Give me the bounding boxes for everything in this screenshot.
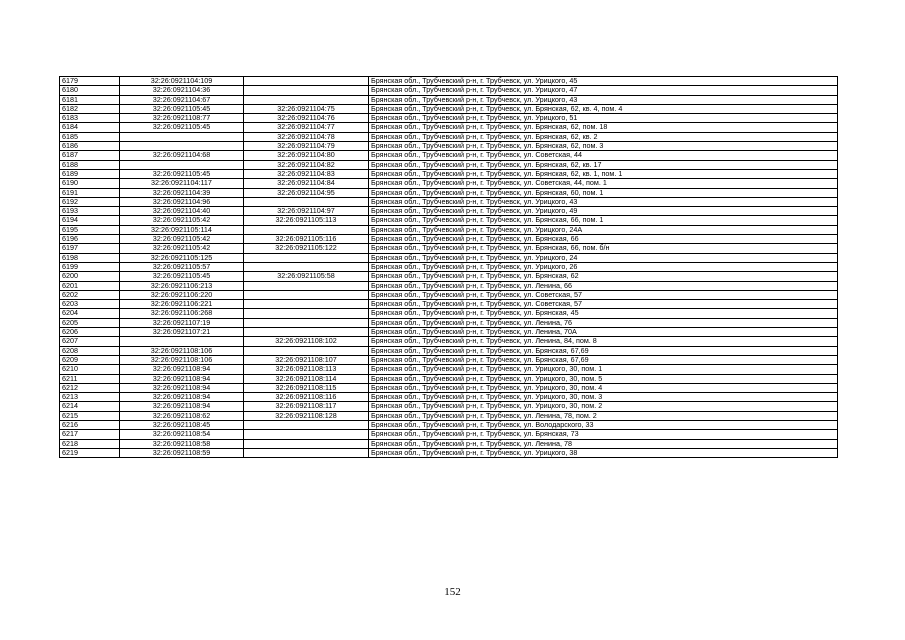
table-row	[60, 235, 838, 244]
cadastral-number-cell	[120, 132, 244, 141]
address-cell: Брянская обл., Трубчевский р-н, г. Трубчевск, ул. Урицкого, 30, пом. 5	[369, 374, 838, 383]
address-cell: Брянская обл., Трубчевский р-н, г. Трубчевск, ул. Ленина, 78	[369, 439, 838, 448]
table-row	[60, 290, 838, 299]
related-cadastral-number-cell	[244, 309, 369, 318]
table-row	[60, 383, 838, 392]
table-row	[60, 114, 838, 123]
row-number-cell: 6179	[60, 77, 120, 86]
cadastral-number-cell: 32:26:0921108:77	[120, 114, 244, 123]
cadastral-number-cell: 32:26:0921108:94	[120, 402, 244, 411]
row-number-cell: 6182	[60, 104, 120, 113]
address-cell: Брянская обл., Трубчевский р-н, г. Трубчевск, ул. Урицкого, 26	[369, 262, 838, 271]
address-cell: Брянская обл., Трубчевский р-н, г. Трубчевск, ул. Ленина, 78, пом. 2	[369, 411, 838, 420]
row-number-cell: 6207	[60, 337, 120, 346]
row-number-cell: 6196	[60, 235, 120, 244]
table-row	[60, 197, 838, 206]
cadastral-number-cell: 32:26:0921104:67	[120, 95, 244, 104]
cadastral-number-cell	[120, 142, 244, 151]
related-cadastral-number-cell: 32:26:0921104:97	[244, 207, 369, 216]
table-row	[60, 365, 838, 374]
related-cadastral-number-cell	[244, 253, 369, 262]
table-row	[60, 439, 838, 448]
related-cadastral-number-cell: 32:26:0921105:113	[244, 216, 369, 225]
address-cell: Брянская обл., Трубчевский р-н, г. Трубчевск, ул. Урицкого, 30, пом. 2	[369, 402, 838, 411]
address-cell: Брянская обл., Трубчевский р-н, г. Трубчевск, ул. Урицкого, 43	[369, 95, 838, 104]
address-cell: Брянская обл., Трубчевский р-н, г. Трубчевск, ул. Советская, 57	[369, 300, 838, 309]
table-row	[60, 151, 838, 160]
table-row	[60, 420, 838, 429]
related-cadastral-number-cell: 32:26:0921108:102	[244, 337, 369, 346]
related-cadastral-number-cell: 32:26:0921108:107	[244, 355, 369, 364]
related-cadastral-number-cell: 32:26:0921104:78	[244, 132, 369, 141]
row-number-cell: 6181	[60, 95, 120, 104]
row-number-cell: 6218	[60, 439, 120, 448]
row-number-cell: 6203	[60, 300, 120, 309]
related-cadastral-number-cell: 32:26:0921104:80	[244, 151, 369, 160]
cadastral-number-cell: 32:26:0921108:58	[120, 439, 244, 448]
related-cadastral-number-cell	[244, 346, 369, 355]
address-cell: Брянская обл., Трубчевский р-н, г. Трубчевск, ул. Урицкого, 49	[369, 207, 838, 216]
address-cell: Брянская обл., Трубчевский р-н, г. Трубчевск, ул. Урицкого, 51	[369, 114, 838, 123]
address-cell: Брянская обл., Трубчевский р-н, г. Трубчевск, ул. Брянская, 62, кв. 17	[369, 160, 838, 169]
address-cell: Брянская обл., Трубчевский р-н, г. Трубчевск, ул. Советская, 44, пом. 1	[369, 179, 838, 188]
row-number-cell: 6210	[60, 365, 120, 374]
row-number-cell: 6199	[60, 262, 120, 271]
address-cell: Брянская обл., Трубчевский р-н, г. Трубчевск, ул. Брянская, 62, кв. 2	[369, 132, 838, 141]
related-cadastral-number-cell: 32:26:0921108:115	[244, 383, 369, 392]
address-cell: Брянская обл., Трубчевский р-н, г. Трубчевск, ул. Брянская, 66, пом. 1	[369, 216, 838, 225]
address-cell: Брянская обл., Трубчевский р-н, г. Трубчевск, ул. Урицкого, 24А	[369, 225, 838, 234]
address-cell: Брянская обл., Трубчевский р-н, г. Трубчевск, ул. Брянская, 45	[369, 309, 838, 318]
address-cell: Брянская обл., Трубчевский р-н, г. Трубчевск, ул. Брянская, 73	[369, 430, 838, 439]
cadastral-number-cell	[120, 160, 244, 169]
related-cadastral-number-cell	[244, 290, 369, 299]
address-cell: Брянская обл., Трубчевский р-н, г. Трубчевск, ул. Урицкого, 45	[369, 77, 838, 86]
row-number-cell: 6208	[60, 346, 120, 355]
cadastral-number-cell: 32:26:0921105:42	[120, 235, 244, 244]
cadastral-number-cell: 32:26:0921104:96	[120, 197, 244, 206]
row-number-cell: 6215	[60, 411, 120, 420]
row-number-cell: 6217	[60, 430, 120, 439]
address-cell: Брянская обл., Трубчевский р-н, г. Трубчевск, ул. Ленина, 84, пом. 8	[369, 337, 838, 346]
related-cadastral-number-cell	[244, 95, 369, 104]
row-number-cell: 6197	[60, 244, 120, 253]
row-number-cell: 6191	[60, 188, 120, 197]
table-row	[60, 346, 838, 355]
table-row	[60, 104, 838, 113]
cadastral-number-cell: 32:26:0921106:221	[120, 300, 244, 309]
table-row	[60, 132, 838, 141]
cadastral-number-cell: 32:26:0921104:68	[120, 151, 244, 160]
cadastral-number-cell: 32:26:0921108:45	[120, 420, 244, 429]
address-cell: Брянская обл., Трубчевский р-н, г. Трубчевск, ул. Ленина, 66	[369, 281, 838, 290]
row-number-cell: 6186	[60, 142, 120, 151]
row-number-cell: 6189	[60, 169, 120, 178]
address-cell: Брянская обл., Трубчевский р-н, г. Трубчевск, ул. Ленина, 76	[369, 318, 838, 327]
address-cell: Брянская обл., Трубчевский р-н, г. Трубчевск, ул. Советская, 57	[369, 290, 838, 299]
table-row	[60, 216, 838, 225]
related-cadastral-number-cell: 32:26:0921104:84	[244, 179, 369, 188]
address-cell: Брянская обл., Трубчевский р-н, г. Трубчевск, ул. Советская, 44	[369, 151, 838, 160]
table-row	[60, 123, 838, 132]
page-number: 152	[444, 586, 461, 598]
row-number-cell: 6216	[60, 420, 120, 429]
cadastral-number-cell: 32:26:0921105:114	[120, 225, 244, 234]
table-row	[60, 253, 838, 262]
related-cadastral-number-cell: 32:26:0921104:79	[244, 142, 369, 151]
row-number-cell: 6190	[60, 179, 120, 188]
cadastral-number-cell	[120, 337, 244, 346]
row-number-cell: 6209	[60, 355, 120, 364]
table-row	[60, 179, 838, 188]
related-cadastral-number-cell	[244, 197, 369, 206]
row-number-cell: 6200	[60, 272, 120, 281]
address-cell: Брянская обл., Трубчевский р-н, г. Трубчевск, ул. Брянская, 62, пом. 18	[369, 123, 838, 132]
related-cadastral-number-cell: 32:26:0921105:116	[244, 235, 369, 244]
address-cell: Брянская обл., Трубчевский р-н, г. Трубчевск, ул. Брянская, 67,69	[369, 346, 838, 355]
cadastral-number-cell: 32:26:0921107:19	[120, 318, 244, 327]
cadastral-number-cell: 32:26:0921104:36	[120, 86, 244, 95]
address-cell: Брянская обл., Трубчевский р-н, г. Трубчевск, ул. Брянская, 67,69	[369, 355, 838, 364]
related-cadastral-number-cell	[244, 430, 369, 439]
table-row	[60, 262, 838, 271]
row-number-cell: 6201	[60, 281, 120, 290]
related-cadastral-number-cell	[244, 281, 369, 290]
table-row	[60, 95, 838, 104]
address-cell: Брянская обл., Трубчевский р-н, г. Трубчевск, ул. Урицкого, 47	[369, 86, 838, 95]
table-row	[60, 393, 838, 402]
table-row	[60, 160, 838, 169]
cadastral-number-cell: 32:26:0921105:42	[120, 244, 244, 253]
row-number-cell: 6195	[60, 225, 120, 234]
related-cadastral-number-cell	[244, 328, 369, 337]
cadastral-number-cell: 32:26:0921108:62	[120, 411, 244, 420]
related-cadastral-number-cell: 32:26:0921104:95	[244, 188, 369, 197]
row-number-cell: 6184	[60, 123, 120, 132]
address-cell: Брянская обл., Трубчевский р-н, г. Трубчевск, ул. Урицкого, 38	[369, 448, 838, 457]
related-cadastral-number-cell: 32:26:0921104:76	[244, 114, 369, 123]
related-cadastral-number-cell: 32:26:0921108:114	[244, 374, 369, 383]
related-cadastral-number-cell	[244, 262, 369, 271]
address-cell: Брянская обл., Трубчевский р-н, г. Трубчевск, ул. Володарского, 33	[369, 420, 838, 429]
cadastral-number-cell: 32:26:0921105:125	[120, 253, 244, 262]
cadastral-number-cell: 32:26:0921108:94	[120, 365, 244, 374]
registry-table-body	[60, 77, 838, 458]
cadastral-number-cell: 32:26:0921107:21	[120, 328, 244, 337]
row-number-cell: 6188	[60, 160, 120, 169]
address-cell: Брянская обл., Трубчевский р-н, г. Трубчевск, ул. Брянская, 62, кв. 1, пом. 1	[369, 169, 838, 178]
address-cell: Брянская обл., Трубчевский р-н, г. Трубчевск, ул. Брянская, 62, кв. 4, пом. 4	[369, 104, 838, 113]
cadastral-number-cell: 32:26:0921108:94	[120, 393, 244, 402]
row-number-cell: 6211	[60, 374, 120, 383]
table-row	[60, 337, 838, 346]
table-row	[60, 430, 838, 439]
related-cadastral-number-cell	[244, 225, 369, 234]
row-number-cell: 6198	[60, 253, 120, 262]
row-number-cell: 6206	[60, 328, 120, 337]
cadastral-number-cell: 32:26:0921104:109	[120, 77, 244, 86]
related-cadastral-number-cell: 32:26:0921104:75	[244, 104, 369, 113]
cadastral-number-cell: 32:26:0921104:40	[120, 207, 244, 216]
table-row	[60, 309, 838, 318]
cadastral-number-cell: 32:26:0921108:94	[120, 374, 244, 383]
related-cadastral-number-cell: 32:26:0921108:113	[244, 365, 369, 374]
cadastral-number-cell: 32:26:0921104:117	[120, 179, 244, 188]
address-cell: Брянская обл., Трубчевский р-н, г. Трубчевск, ул. Урицкого, 30, пом. 4	[369, 383, 838, 392]
related-cadastral-number-cell	[244, 86, 369, 95]
cadastral-number-cell: 32:26:0921108:106	[120, 355, 244, 364]
related-cadastral-number-cell	[244, 439, 369, 448]
table-row	[60, 225, 838, 234]
table-row	[60, 374, 838, 383]
row-number-cell: 6204	[60, 309, 120, 318]
row-number-cell: 6213	[60, 393, 120, 402]
address-cell: Брянская обл., Трубчевский р-н, г. Трубчевск, ул. Брянская, 66	[369, 235, 838, 244]
row-number-cell: 6214	[60, 402, 120, 411]
table-row	[60, 188, 838, 197]
cadastral-number-cell: 32:26:0921106:268	[120, 309, 244, 318]
cadastral-number-cell: 32:26:0921105:45	[120, 123, 244, 132]
address-cell: Брянская обл., Трубчевский р-н, г. Трубчевск, ул. Ленина, 70А	[369, 328, 838, 337]
cadastral-number-cell: 32:26:0921106:213	[120, 281, 244, 290]
row-number-cell: 6212	[60, 383, 120, 392]
table-row	[60, 402, 838, 411]
cadastral-number-cell: 32:26:0921106:220	[120, 290, 244, 299]
cadastral-number-cell: 32:26:0921108:59	[120, 448, 244, 457]
related-cadastral-number-cell: 32:26:0921108:116	[244, 393, 369, 402]
cadastral-number-cell: 32:26:0921105:45	[120, 272, 244, 281]
table-row	[60, 328, 838, 337]
address-cell: Брянская обл., Трубчевский р-н, г. Трубчевск, ул. Брянская, 66, пом. б/н	[369, 244, 838, 253]
related-cadastral-number-cell	[244, 318, 369, 327]
row-number-cell: 6185	[60, 132, 120, 141]
related-cadastral-number-cell: 32:26:0921108:117	[244, 402, 369, 411]
table-row	[60, 411, 838, 420]
row-number-cell: 6187	[60, 151, 120, 160]
related-cadastral-number-cell: 32:26:0921105:58	[244, 272, 369, 281]
related-cadastral-number-cell	[244, 420, 369, 429]
table-row	[60, 272, 838, 281]
related-cadastral-number-cell	[244, 77, 369, 86]
related-cadastral-number-cell: 32:26:0921108:128	[244, 411, 369, 420]
related-cadastral-number-cell	[244, 300, 369, 309]
related-cadastral-number-cell: 32:26:0921104:77	[244, 123, 369, 132]
address-cell: Брянская обл., Трубчевский р-н, г. Трубчевск, ул. Брянская, 62, пом. 3	[369, 142, 838, 151]
row-number-cell: 6219	[60, 448, 120, 457]
related-cadastral-number-cell: 32:26:0921104:83	[244, 169, 369, 178]
related-cadastral-number-cell: 32:26:0921105:122	[244, 244, 369, 253]
address-cell: Брянская обл., Трубчевский р-н, г. Трубчевск, ул. Урицкого, 43	[369, 197, 838, 206]
address-cell: Брянская обл., Трубчевский р-н, г. Трубчевск, ул. Брянская, 62	[369, 272, 838, 281]
registry-table	[59, 76, 838, 458]
related-cadastral-number-cell: 32:26:0921104:82	[244, 160, 369, 169]
address-cell: Брянская обл., Трубчевский р-н, г. Трубчевск, ул. Урицкого, 24	[369, 253, 838, 262]
cadastral-number-cell: 32:26:0921105:45	[120, 169, 244, 178]
address-cell: Брянская обл., Трубчевский р-н, г. Трубчевск, ул. Брянская, 60, пом. 1	[369, 188, 838, 197]
cadastral-number-cell: 32:26:0921108:94	[120, 383, 244, 392]
address-cell: Брянская обл., Трубчевский р-н, г. Трубчевск, ул. Урицкого, 30, пом. 3	[369, 393, 838, 402]
row-number-cell: 6194	[60, 216, 120, 225]
cadastral-number-cell: 32:26:0921104:39	[120, 188, 244, 197]
table-row	[60, 355, 838, 364]
row-number-cell: 6183	[60, 114, 120, 123]
table-row	[60, 86, 838, 95]
table-row	[60, 207, 838, 216]
table-row	[60, 281, 838, 290]
row-number-cell: 6205	[60, 318, 120, 327]
table-row	[60, 244, 838, 253]
row-number-cell: 6202	[60, 290, 120, 299]
cadastral-number-cell: 32:26:0921105:57	[120, 262, 244, 271]
row-number-cell: 6180	[60, 86, 120, 95]
cadastral-number-cell: 32:26:0921108:54	[120, 430, 244, 439]
table-row	[60, 318, 838, 327]
address-cell: Брянская обл., Трубчевский р-н, г. Трубчевск, ул. Урицкого, 30, пом. 1	[369, 365, 838, 374]
table-row	[60, 77, 838, 86]
table-row	[60, 169, 838, 178]
cadastral-number-cell: 32:26:0921105:42	[120, 216, 244, 225]
table-row	[60, 448, 838, 457]
row-number-cell: 6193	[60, 207, 120, 216]
related-cadastral-number-cell	[244, 448, 369, 457]
table-row	[60, 142, 838, 151]
table-row	[60, 300, 838, 309]
cadastral-number-cell: 32:26:0921108:106	[120, 346, 244, 355]
cadastral-number-cell: 32:26:0921105:45	[120, 104, 244, 113]
row-number-cell: 6192	[60, 197, 120, 206]
